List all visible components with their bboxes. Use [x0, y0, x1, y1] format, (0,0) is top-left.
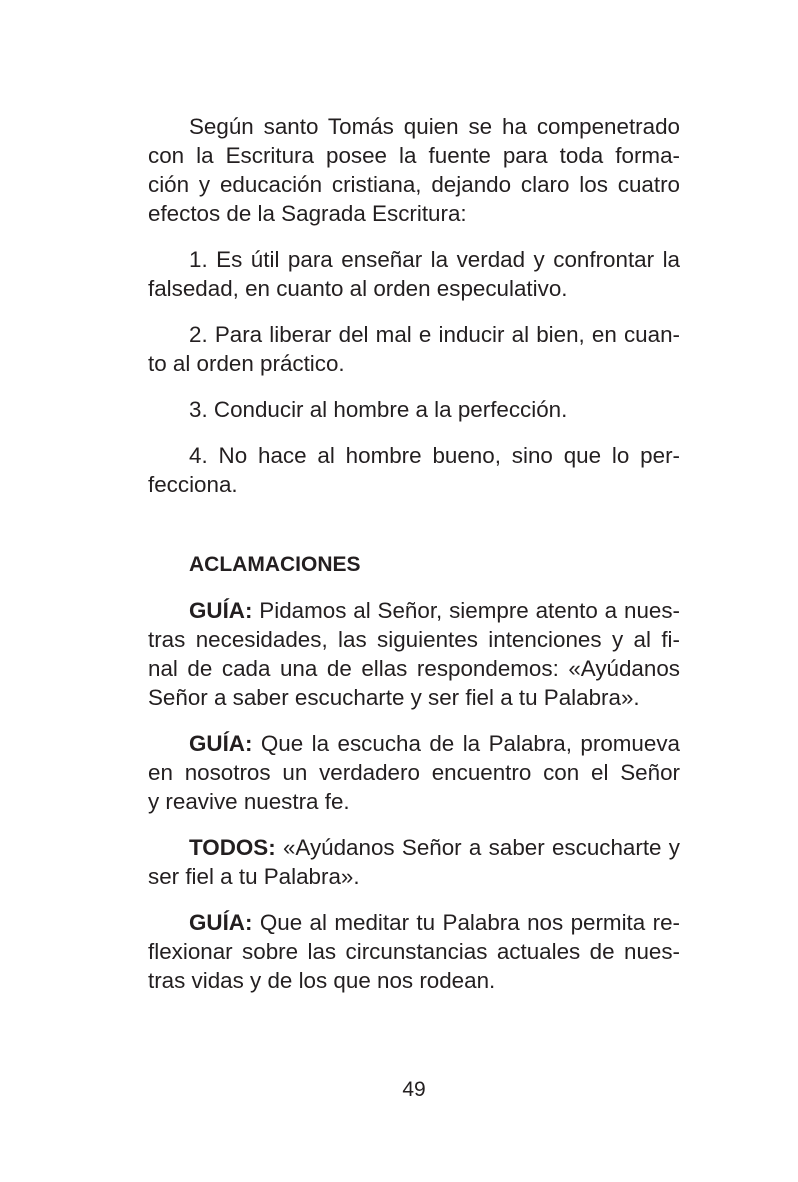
text-line: falsedad, en cuanto al orden especulativo.: [148, 276, 568, 301]
acclamation-3: [148, 833, 680, 891]
text-line: y reavive nuestra fe.: [148, 789, 350, 814]
section-heading: ACLAMACIONES: [189, 553, 361, 576]
speaker-label: TODOS:: [189, 835, 276, 860]
effect-item-3: [148, 395, 680, 424]
effect-item-2: [148, 320, 680, 378]
text-line: 4. No hace al hombre bueno, sino que lo per-: [189, 443, 680, 468]
text-line: flexionar sobre las circunstancias actuales de nues-: [148, 939, 680, 964]
text-fragment: «Ayúdanos Señor a saber escucharte y: [275, 835, 680, 860]
acclamation-1: [148, 596, 680, 712]
text-line: Señor a saber escucharte y ser fiel a tu Palabra».: [148, 685, 640, 710]
text-line: to al orden práctico.: [148, 351, 345, 376]
page-number: 49: [402, 1078, 426, 1101]
effect-item-4: [148, 441, 680, 499]
text-line: en nosotros un verdadero encuentro con el Señor: [148, 760, 680, 785]
text-fragment: Que la escucha de la Palabra, promueva: [252, 731, 680, 756]
text-line: [148, 729, 680, 758]
text-line: [148, 833, 680, 862]
text-fragment: Pidamos al Señor, siempre atento a nues-: [252, 598, 680, 623]
text-line: [148, 596, 680, 625]
page-body: [148, 112, 680, 995]
effect-item-1: [148, 245, 680, 303]
text-line: con la Escritura posee la fuente para toda forma-: [148, 143, 680, 168]
text-line: 2. Para liberar del mal e inducir al bien, en cuan-: [189, 322, 680, 347]
text-line: efectos de la Sagrada Escritura:: [148, 201, 467, 226]
text-line: nal de cada una de ellas respondemos: «Ayúdanos: [148, 656, 680, 681]
text-line: fecciona.: [148, 472, 238, 497]
intro-paragraph: [148, 112, 680, 228]
text-line: ser fiel a tu Palabra».: [148, 864, 360, 889]
speaker-label: GUÍA:: [189, 598, 253, 623]
text-line: 3. Conducir al hombre a la perfección.: [189, 397, 568, 422]
text-line: 1. Es útil para enseñar la verdad y confrontar la: [189, 247, 680, 272]
acclamation-2: [148, 729, 680, 816]
text-line: Según santo Tomás quien se ha compenetrado: [189, 114, 680, 139]
text-fragment: Que al meditar tu Palabra nos permita re-: [252, 910, 680, 935]
acclamation-4: [148, 908, 680, 995]
speaker-label: GUÍA:: [189, 910, 253, 935]
text-line: tras vidas y de los que nos rodean.: [148, 968, 496, 993]
text-line: [148, 908, 680, 937]
text-line: tras necesidades, las siguientes intenciones y al fi-: [148, 627, 680, 652]
speaker-label: GUÍA:: [189, 731, 253, 756]
text-line: ción y educación cristiana, dejando claro los cuatro: [148, 172, 680, 197]
